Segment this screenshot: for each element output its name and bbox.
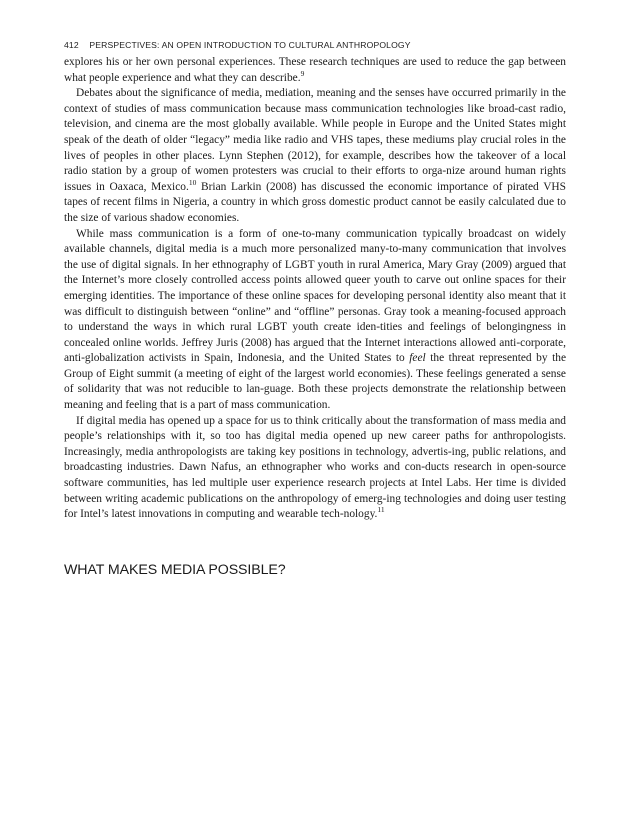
section-heading: WHAT MAKES MEDIA POSSIBLE? <box>64 562 286 578</box>
paragraph-text: Brian Larkin (2008) has discussed the economic importance of pirated VHS tapes of recent films in Nigeria, a country in which gross domestic product cannot be easily calculated due to the size of various shadow economies. <box>64 180 566 224</box>
paragraph-continuation <box>64 55 566 86</box>
paragraph-text: If digital media has opened up a space for us to think critically about the transformation of mass media and people’s relationships with it, so too has digital media opened up new career paths for anthropologists. Increasingly, media anthropologists are taking key positions in technology, advertis-ing, public relations, and broadcasting industries. Dawn Nafus, an ethnographer who works and con-ducts research in open-source software communities, has led multiple user experience research projects at Intel Labs. Her time is divided between writing academic publications on the anthropology of emerg-ing technologies and doing user testing for Intel’s latest innovations in computing and wearable tech-nology. <box>64 414 566 521</box>
paragraph-digital-media <box>64 227 566 414</box>
paragraph-text: explores his or her own personal experiences. These research techniques are used to reduce the gap between what people experience and what they can describe. <box>64 56 566 84</box>
running-head-title: PERSPECTIVES: AN OPEN INTRODUCTION TO CULTURAL ANTHROPOLOGY <box>89 40 411 50</box>
paragraph-career-paths <box>64 414 566 523</box>
footnote-ref-11: 11 <box>377 505 385 515</box>
emphasis-word: feel <box>409 352 426 365</box>
paragraph-media-debates <box>64 86 566 226</box>
paragraph-text: While mass communication is a form of one-to-many communication typically broadcast on widely available channels, digital media is a much more personalized many-to-many communication that involves the use of digital signals. In her ethnography of LGBT youth in rural America, Mary Gray (2009) argued that the Internet’s more closely controlled access points allowed queer youth to carve out online spaces for their emerging identities. The importance of these online spaces for developing personal identity also meant that it was difficult to distinguish between “online” and “offline” personas. Gray took a meaning-focused approach to understand the ways in which rural LGBT youth create iden-tities and feelings of belongingness in concealed online worlds. Jeffrey Juris (2008) has argued that the Internet interactions allowed anti-corporate, anti-globalization activists in Spain, Indonesia, and the United States to <box>64 227 566 365</box>
footnote-ref-10: 10 <box>188 177 197 187</box>
body-text <box>64 55 566 523</box>
page-number: 412 <box>64 40 79 50</box>
footnote-ref-9: 9 <box>300 68 305 78</box>
paragraph-text: the threat represented by the Group of Eight summit (a meeting of eight of the largest world economies). These feelings generated a sense of solidarity that was not reducible to lan-guage. Both these projects demonstrate the relationship between meaning and feeling that is a part of mass communication. <box>64 352 566 412</box>
paragraph-text: Debates about the significance of media, mediation, meaning and the senses have occurred primarily in the context of studies of mass communication because mass communication technologies like broad-cast radio, television, and cinema are the most globally available. While people in Europe and the United States might speak of the death of older “legacy” media like radio and VHS tapes, these mediums play crucial roles in the lives of peoples in other places. Lynn Stephen (2012), for example, describes how the takeover of a local radio station by a group of women protesters was crucial to their efforts to orga-nize around human rights issues in Oaxaca, Mexico. <box>64 87 566 193</box>
running-head <box>64 40 411 50</box>
